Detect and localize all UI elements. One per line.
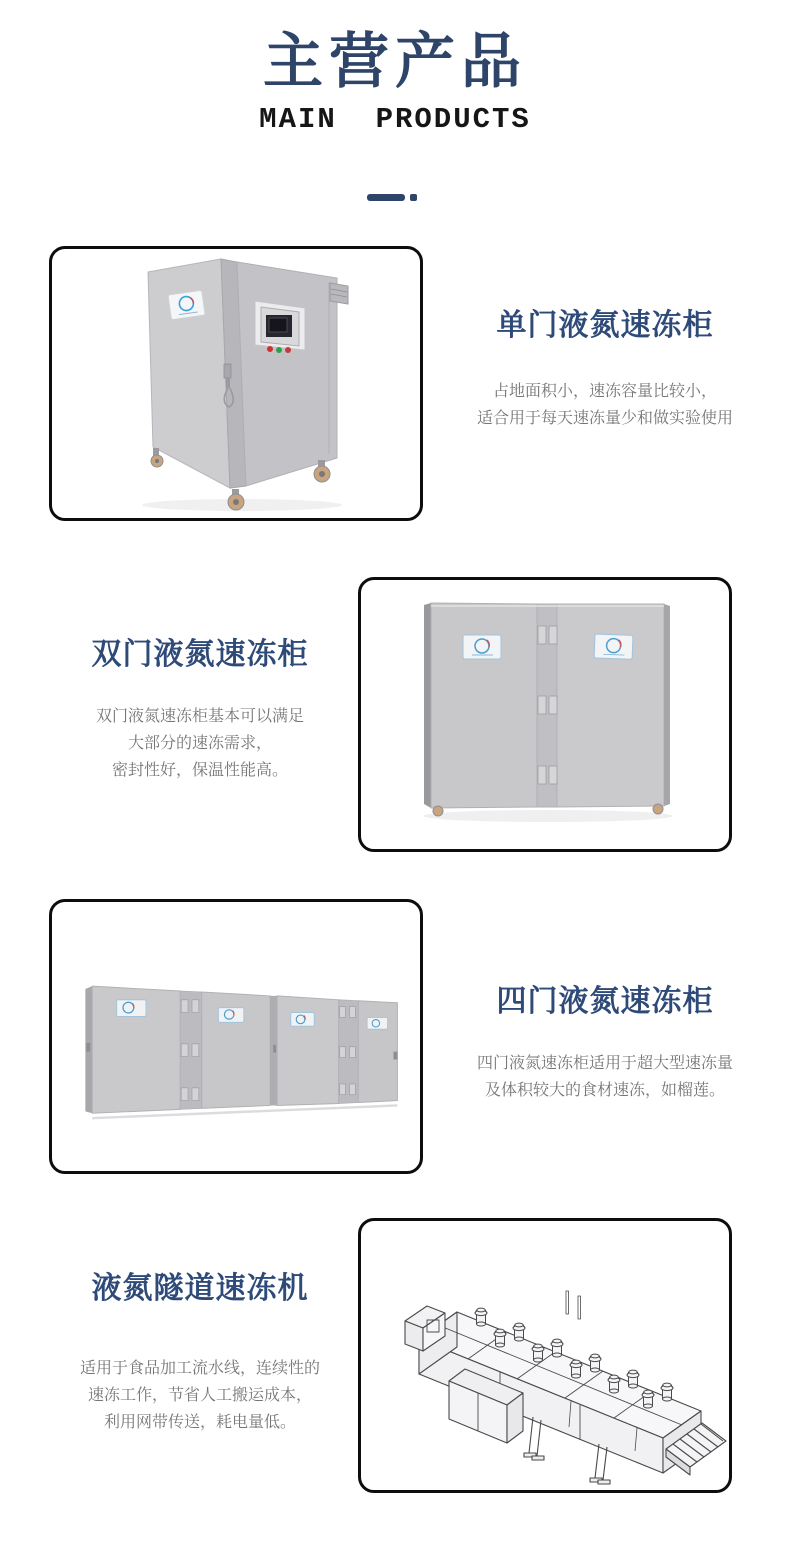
divider-dash — [367, 194, 405, 201]
product-section-single-door — [425, 306, 785, 432]
product-description — [425, 378, 785, 432]
product-description — [425, 1050, 785, 1104]
description-line: 适用于食品加工流水线，连续性的 — [79, 1360, 320, 1377]
double-door-freezer-illustration — [361, 580, 729, 849]
page-title: 主营产品 — [263, 28, 527, 95]
product-title: 单门液氮速冻柜 — [496, 309, 714, 342]
description-line: 适合用于每天速冻量少和做实验使用 — [476, 410, 733, 427]
four-door-freezer-illustration — [52, 902, 420, 1171]
four-door-freezer-image — [49, 899, 423, 1174]
description-line: 大部分的速冻需求， — [127, 735, 272, 752]
single-door-freezer-image — [49, 246, 423, 521]
product-title: 四门液氮速冻柜 — [496, 985, 714, 1018]
description-line: 双门液氮速冻柜基本可以满足 — [95, 708, 304, 725]
description-line: 占地面积小，速冻容量比较小， — [492, 383, 717, 400]
product-section-double-door — [20, 635, 380, 784]
product-description — [20, 703, 380, 784]
product-title: 液氮隧道速冻机 — [91, 1272, 309, 1305]
description-line: 及体积较大的食材速冻，如榴莲。 — [484, 1082, 725, 1099]
description-line: 速冻工作，节省人工搬运成本， — [87, 1387, 312, 1404]
single-door-freezer-illustration — [52, 249, 420, 518]
divider-dot — [410, 194, 417, 201]
description-line: 四门液氮速冻柜适用于超大型速冻量 — [476, 1055, 733, 1072]
description-line: 利用网带传送，耗电量低。 — [103, 1414, 296, 1431]
tunnel-freezer-image — [358, 1218, 732, 1493]
description-line: 密封性好，保温性能高。 — [111, 762, 288, 779]
product-section-tunnel-freezer — [20, 1269, 380, 1436]
page-subtitle: MAIN PRODUCTS — [259, 103, 531, 136]
tunnel-freezer-illustration — [361, 1221, 729, 1490]
product-description — [20, 1355, 380, 1436]
product-title: 双门液氮速冻柜 — [91, 638, 309, 671]
product-section-four-door — [425, 982, 785, 1104]
double-door-freezer-image — [358, 577, 732, 852]
